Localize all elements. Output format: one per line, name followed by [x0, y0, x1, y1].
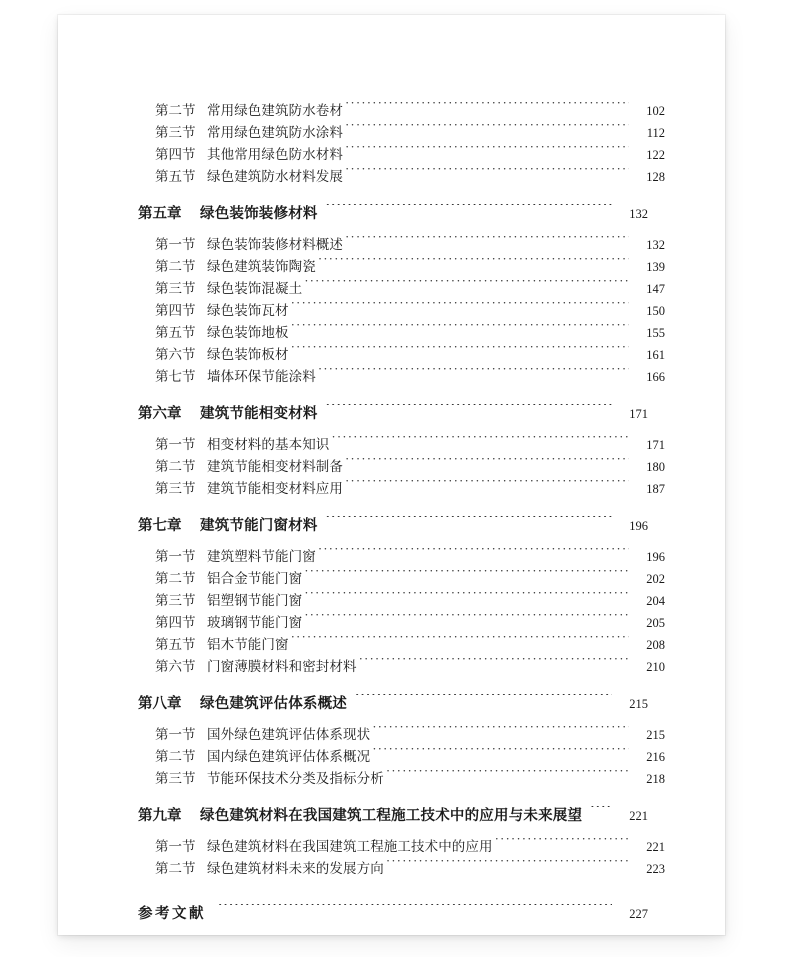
toc-entry-label [155, 344, 289, 366]
toc-dot-leader [372, 748, 629, 762]
toc-entry-label [155, 656, 357, 678]
toc-section-row[interactable] [138, 300, 665, 322]
toc-entry-title: 绿色装饰装修材料概述 [207, 237, 343, 252]
toc-entry-number: 第二节 [155, 861, 196, 876]
toc-entry-label [155, 322, 289, 344]
toc-section-row[interactable] [138, 366, 665, 388]
toc-entry-label [138, 902, 206, 926]
toc-entry-label [155, 166, 343, 188]
toc-entry-title: 玻璃钢节能门窗 [207, 615, 303, 630]
toc-section-row[interactable] [138, 434, 665, 456]
toc-entry-title: 绿色装饰板材 [207, 347, 289, 362]
toc-page-number: 196 [629, 519, 648, 533]
toc-page-number: 161 [646, 348, 665, 362]
toc-entry-label [155, 256, 316, 278]
toc-dot-leader [291, 346, 629, 360]
toc-entry-title: 建筑节能相变材料 [200, 406, 318, 422]
toc-entry-label [155, 590, 302, 612]
toc-page-number: 204 [646, 594, 665, 608]
toc-entry-title: 绿色建筑评估体系概述 [200, 696, 347, 712]
toc-entry-number: 第四节 [155, 615, 196, 630]
toc-entry-title: 相变材料的基本知识 [207, 437, 330, 452]
toc-dot-leader [345, 480, 629, 494]
toc-page-number: 215 [646, 728, 665, 742]
toc-entry-title: 建筑节能相变材料制备 [207, 459, 343, 474]
toc-entry-title: 铝合金节能门窗 [207, 571, 303, 586]
toc-entry-title: 节能环保技术分类及指标分析 [207, 771, 384, 786]
toc-section-row[interactable] [138, 612, 665, 634]
toc-entry-title: 建筑塑料节能门窗 [207, 549, 316, 564]
toc-page-number: 122 [646, 148, 665, 162]
toc-entry-label [155, 746, 370, 768]
toc-dot-leader [359, 658, 629, 672]
toc-entry-number: 第三节 [155, 593, 196, 608]
toc-dot-leader [345, 102, 629, 116]
toc-entry-title: 绿色建筑装饰陶瓷 [207, 259, 316, 274]
toc-dot-leader [372, 726, 629, 740]
toc-page-number: 202 [646, 572, 665, 586]
toc-dot-leader [291, 636, 629, 650]
toc-entry-label [155, 858, 384, 880]
toc-entry-label [155, 612, 302, 634]
toc-entry-label [155, 278, 302, 300]
toc-dot-leader [304, 280, 629, 294]
toc-dot-leader [331, 436, 629, 450]
toc-entry-title: 国内绿色建筑评估体系概况 [207, 749, 371, 764]
toc-section-row[interactable] [138, 166, 665, 188]
toc-entry-label [155, 478, 343, 500]
toc-dot-leader [345, 168, 629, 182]
toc-chapter-row[interactable] [138, 402, 648, 426]
toc-entry-number: 第一节 [155, 727, 196, 742]
toc-section-row[interactable] [138, 278, 665, 300]
table-of-contents [138, 100, 665, 926]
toc-entry-label [155, 456, 343, 478]
toc-entry-title: 其他常用绿色防水材料 [207, 147, 343, 162]
toc-page-number: 102 [646, 104, 665, 118]
toc-page-number: 150 [646, 304, 665, 318]
toc-page-number: 180 [646, 460, 665, 474]
toc-entry-label [138, 202, 318, 226]
toc-dot-leader [318, 368, 629, 382]
toc-dot-leader [345, 124, 629, 138]
toc-entry-label [155, 100, 343, 122]
toc-section-row[interactable] [138, 234, 665, 256]
toc-entry-number: 第三节 [155, 125, 196, 140]
toc-dot-leader [495, 838, 629, 852]
toc-page-number: 139 [646, 260, 665, 274]
toc-dot-leader [218, 904, 612, 919]
toc-entry-label [155, 434, 329, 456]
toc-section-row[interactable] [138, 836, 665, 858]
toc-entry-title: 绿色建筑材料在我国建筑工程施工技术中的应用与未来展望 [200, 808, 583, 824]
toc-entry-number: 第八章 [138, 696, 182, 712]
toc-chapter-row[interactable] [138, 202, 648, 226]
toc-entry-number: 第五节 [155, 325, 196, 340]
toc-section-row[interactable] [138, 322, 665, 344]
toc-section-row[interactable] [138, 478, 665, 500]
toc-dot-leader [304, 592, 629, 606]
toc-dot-leader [326, 516, 612, 531]
toc-dot-leader [386, 860, 629, 874]
toc-entry-title: 墙体环保节能涂料 [207, 369, 316, 384]
document-page [58, 15, 725, 935]
toc-entry-label [155, 144, 343, 166]
toc-entry-label [138, 804, 582, 828]
toc-dot-leader [318, 258, 629, 272]
toc-page-number: 147 [646, 282, 665, 296]
toc-entry-number: 第五章 [138, 206, 182, 222]
toc-entry-label [138, 692, 347, 716]
toc-entry-number: 第七节 [155, 369, 196, 384]
toc-page-number: 221 [646, 840, 665, 854]
toc-page-number: 221 [629, 809, 648, 823]
toc-entry-number: 第二节 [155, 103, 196, 118]
toc-dot-leader [355, 694, 612, 709]
toc-dot-leader [291, 324, 629, 338]
toc-entry-title: 绿色建筑材料未来的发展方向 [207, 861, 384, 876]
toc-entry-title: 常用绿色建筑防水涂料 [207, 125, 343, 140]
toc-page-number: 218 [646, 772, 665, 786]
toc-chapter-row[interactable] [138, 514, 648, 538]
toc-entry-label [155, 836, 493, 858]
toc-page-number: 187 [646, 482, 665, 496]
toc-page-number: 171 [629, 407, 648, 421]
toc-entry-number: 第七章 [138, 518, 182, 534]
toc-entry-title: 绿色装饰瓦材 [207, 303, 289, 318]
toc-entry-number: 第二节 [155, 749, 196, 764]
toc-entry-label [155, 300, 289, 322]
toc-entry-label [155, 724, 370, 746]
toc-entry-title: 铝塑钢节能门窗 [207, 593, 303, 608]
toc-page-number: 132 [646, 238, 665, 252]
toc-entry-number: 第六章 [138, 406, 182, 422]
toc-dot-leader [386, 770, 629, 784]
toc-section-row[interactable] [138, 546, 665, 568]
toc-page-number: 208 [646, 638, 665, 652]
toc-entry-title: 参考文献 [138, 906, 206, 922]
toc-page-number: 132 [629, 207, 648, 221]
toc-section-row[interactable] [138, 858, 665, 880]
toc-section-row[interactable] [138, 634, 665, 656]
toc-page-number: 112 [646, 126, 665, 140]
toc-section-row[interactable] [138, 456, 665, 478]
toc-chapter-row[interactable] [138, 692, 648, 716]
toc-entry-title: 国外绿色建筑评估体系现状 [207, 727, 371, 742]
toc-section-row[interactable] [138, 568, 665, 590]
toc-dot-leader [345, 236, 629, 250]
toc-entry-title: 常用绿色建筑防水卷材 [207, 103, 343, 118]
toc-entry-number: 第二节 [155, 459, 196, 474]
toc-entry-number: 第三节 [155, 771, 196, 786]
toc-section-row[interactable] [138, 344, 665, 366]
toc-page-number: 196 [646, 550, 665, 564]
toc-dot-leader [590, 806, 612, 821]
toc-entry-number: 第一节 [155, 237, 196, 252]
toc-entry-number: 第一节 [155, 437, 196, 452]
toc-entry-number: 第六节 [155, 659, 196, 674]
toc-section-row[interactable] [138, 122, 665, 144]
toc-page-number: 227 [629, 907, 648, 921]
toc-entry-number: 第二节 [155, 259, 196, 274]
toc-dot-leader [304, 570, 629, 584]
toc-entry-label [155, 568, 302, 590]
toc-entry-label [155, 634, 289, 656]
toc-entry-title: 门窗薄膜材料和密封材料 [207, 659, 357, 674]
toc-entry-number: 第六节 [155, 347, 196, 362]
toc-entry-number: 第三节 [155, 281, 196, 296]
toc-section-row[interactable] [138, 590, 665, 612]
toc-entry-number: 第二节 [155, 571, 196, 586]
toc-entry-title: 建筑节能相变材料应用 [207, 481, 343, 496]
toc-section-row[interactable] [138, 768, 665, 790]
toc-dot-leader [345, 146, 629, 160]
toc-entry-label [138, 514, 318, 538]
toc-entry-label [155, 122, 343, 144]
toc-page-number: 205 [646, 616, 665, 630]
toc-references-row[interactable] [138, 902, 648, 926]
toc-page-number: 155 [646, 326, 665, 340]
toc-entry-title: 铝木节能门窗 [207, 637, 289, 652]
toc-entry-label [155, 366, 316, 388]
toc-entry-title: 绿色建筑材料在我国建筑工程施工技术中的应用 [207, 839, 493, 854]
toc-entry-number: 第一节 [155, 549, 196, 564]
toc-entry-number: 第三节 [155, 481, 196, 496]
toc-entry-label [138, 402, 318, 426]
toc-entry-title: 建筑节能门窗材料 [200, 518, 318, 534]
toc-page-number: 223 [646, 862, 665, 876]
toc-page-number: 166 [646, 370, 665, 384]
toc-entry-number: 第五节 [155, 169, 196, 184]
toc-section-row[interactable] [138, 724, 665, 746]
toc-dot-leader [345, 458, 629, 472]
toc-chapter-row[interactable] [138, 804, 648, 828]
toc-entry-label [155, 768, 384, 790]
toc-section-row[interactable] [138, 746, 665, 768]
toc-entry-number: 第九章 [138, 808, 182, 824]
toc-entry-title: 绿色装饰地板 [207, 325, 289, 340]
toc-page-number: 216 [646, 750, 665, 764]
toc-entry-number: 第四节 [155, 147, 196, 162]
toc-dot-leader [304, 614, 629, 628]
toc-entry-number: 第五节 [155, 637, 196, 652]
toc-dot-leader [326, 404, 612, 419]
toc-entry-number: 第四节 [155, 303, 196, 318]
toc-entry-label [155, 234, 343, 256]
toc-section-row[interactable] [138, 144, 665, 166]
toc-entry-title: 绿色建筑防水材料发展 [207, 169, 343, 184]
toc-page-number: 171 [646, 438, 665, 452]
toc-entry-number: 第一节 [155, 839, 196, 854]
toc-section-row[interactable] [138, 256, 665, 278]
toc-page-number: 128 [646, 170, 665, 184]
toc-section-row[interactable] [138, 656, 665, 678]
toc-page-number: 210 [646, 660, 665, 674]
toc-entry-title: 绿色装饰装修材料 [200, 206, 318, 222]
toc-entry-title: 绿色装饰混凝土 [207, 281, 303, 296]
toc-section-row[interactable] [138, 100, 665, 122]
toc-dot-leader [326, 204, 612, 219]
toc-dot-leader [291, 302, 629, 316]
toc-entry-label [155, 546, 316, 568]
toc-dot-leader [318, 548, 629, 562]
toc-page-number: 215 [629, 697, 648, 711]
